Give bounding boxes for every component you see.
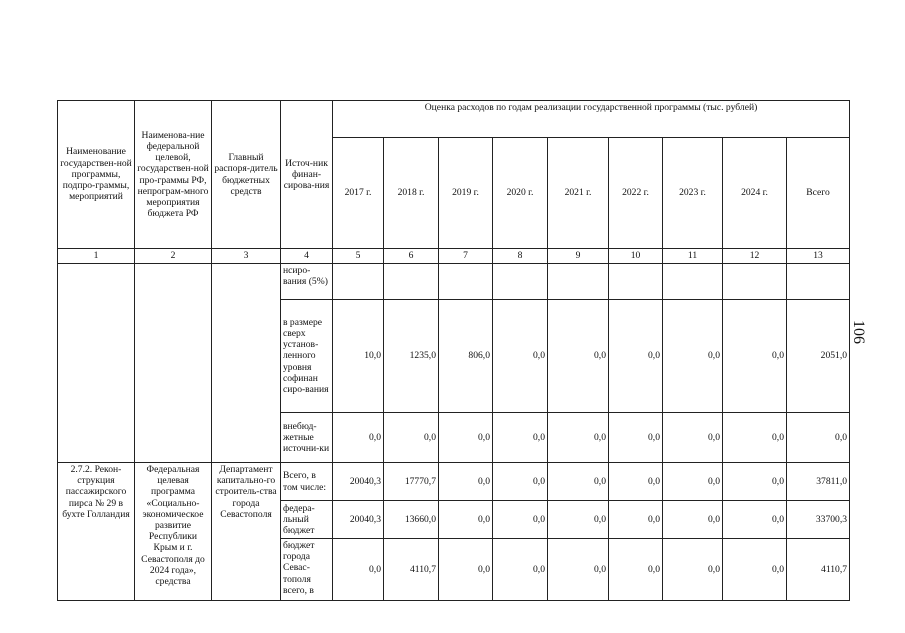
value-cell: 0,0	[439, 501, 493, 539]
value-cell: 806,0	[439, 300, 493, 413]
header-row-1	[58, 101, 850, 138]
header-year: 2023 г.	[663, 138, 723, 249]
column-number: 4	[281, 249, 333, 264]
value-cell: 0,0	[493, 463, 548, 501]
funding-source-cell: в размере сверх установ-ленного уровня софинан сиро-вания	[281, 300, 333, 413]
column-number: 6	[384, 249, 439, 264]
header-year: 2020 г.	[493, 138, 548, 249]
value-cell: 0,0	[787, 413, 850, 463]
value-cell: 0,0	[548, 463, 609, 501]
value-cell: 0,0	[609, 300, 663, 413]
column-number: 2	[135, 249, 212, 264]
value-cell	[384, 264, 439, 300]
column-number: 13	[787, 249, 850, 264]
value-cell: 0,0	[663, 463, 723, 501]
value-cell: 0,0	[548, 501, 609, 539]
federal-program-cell: Федеральная целевая программа «Социально-экономическое развитие Республики Крым и г. Севастополя до 2024 года», средства	[135, 463, 212, 601]
value-cell: 0,0	[609, 463, 663, 501]
value-cell: 0,0	[723, 539, 787, 601]
value-cell: 4110,7	[787, 539, 850, 601]
column-number: 3	[212, 249, 281, 264]
column-number-row	[58, 249, 850, 264]
value-cell: 0,0	[333, 539, 384, 601]
value-cell: 13660,0	[384, 501, 439, 539]
value-cell	[609, 264, 663, 300]
table-row	[58, 264, 850, 300]
value-cell	[723, 264, 787, 300]
value-cell: 0,0	[723, 413, 787, 463]
value-cell: 0,0	[493, 501, 548, 539]
value-cell: 1235,0	[384, 300, 439, 413]
page-number: 106	[850, 320, 867, 344]
funding-source-cell: нсиро-вания (5%)	[281, 264, 333, 300]
value-cell: 0,0	[493, 413, 548, 463]
column-number: 8	[493, 249, 548, 264]
funding-source-cell: бюджет города Севас-тополя всего, в	[281, 539, 333, 601]
funding-source-cell: федера-льный бюджет	[281, 501, 333, 539]
value-cell: 0,0	[493, 539, 548, 601]
value-cell: 0,0	[609, 413, 663, 463]
value-cell: 20040,3	[333, 501, 384, 539]
value-cell	[493, 264, 548, 300]
header-year: 2024 г.	[723, 138, 787, 249]
value-cell	[548, 264, 609, 300]
header-years-title: Оценка расходов по годам реализации государственной программы (тыс. рублей)	[333, 101, 850, 138]
column-number: 1	[58, 249, 135, 264]
value-cell	[439, 264, 493, 300]
header-year: 2017 г.	[333, 138, 384, 249]
value-cell: 0,0	[663, 413, 723, 463]
header-year: 2019 г.	[439, 138, 493, 249]
value-cell: 0,0	[723, 463, 787, 501]
value-cell: 0,0	[663, 300, 723, 413]
value-cell: 0,0	[548, 413, 609, 463]
value-cell	[787, 264, 850, 300]
value-cell: 0,0	[723, 300, 787, 413]
value-cell: 0,0	[663, 539, 723, 601]
value-cell: 0,0	[333, 413, 384, 463]
value-cell: 0,0	[609, 501, 663, 539]
header-total: Всего	[787, 138, 850, 249]
header-year: 2021 г.	[548, 138, 609, 249]
value-cell: 0,0	[548, 300, 609, 413]
value-cell: 0,0	[439, 413, 493, 463]
value-cell: 17770,7	[384, 463, 439, 501]
empty-cell	[58, 264, 135, 463]
column-number: 10	[609, 249, 663, 264]
value-cell: 33700,3	[787, 501, 850, 539]
value-cell	[333, 264, 384, 300]
value-cell: 0,0	[493, 300, 548, 413]
column-number: 9	[548, 249, 609, 264]
header-federal-program: Наименова-ние федеральной целевой, государствен-ной про-граммы РФ, непрограм-много мероприятия бюджета РФ	[135, 101, 212, 249]
value-cell: 4110,7	[384, 539, 439, 601]
table-row	[58, 463, 850, 501]
value-cell: 0,0	[609, 539, 663, 601]
column-number: 11	[663, 249, 723, 264]
program-name-cell: 2.7.2. Рекон-струкция пассажирского пирса № 29 в бухте Голландия	[58, 463, 135, 601]
header-budget-manager: Главный распоря-дитель бюджетных средств	[212, 101, 281, 249]
value-cell: 0,0	[439, 539, 493, 601]
column-number: 7	[439, 249, 493, 264]
empty-cell	[135, 264, 212, 463]
value-cell: 10,0	[333, 300, 384, 413]
column-number: 12	[723, 249, 787, 264]
funding-source-cell: Всего, в том числе:	[281, 463, 333, 501]
header-year: 2022 г.	[609, 138, 663, 249]
header-program-name: Наименование государствен-ной программы, подпро-граммы, мероприятий	[58, 101, 135, 249]
header-funding-source: Источ-ник финан-сирова-ния	[281, 101, 333, 249]
value-cell: 20040,3	[333, 463, 384, 501]
budget-table	[57, 100, 850, 601]
column-number: 5	[333, 249, 384, 264]
value-cell: 2051,0	[787, 300, 850, 413]
value-cell	[663, 264, 723, 300]
value-cell: 0,0	[384, 413, 439, 463]
header-year: 2018 г.	[384, 138, 439, 249]
value-cell: 0,0	[439, 463, 493, 501]
budget-manager-cell: Департамент капитально-го строитель-ства города Севастополя	[212, 463, 281, 601]
value-cell: 37811,0	[787, 463, 850, 501]
value-cell: 0,0	[548, 539, 609, 601]
funding-source-cell: внебюд-жетные источни-ки	[281, 413, 333, 463]
value-cell: 0,0	[723, 501, 787, 539]
empty-cell	[212, 264, 281, 463]
value-cell: 0,0	[663, 501, 723, 539]
